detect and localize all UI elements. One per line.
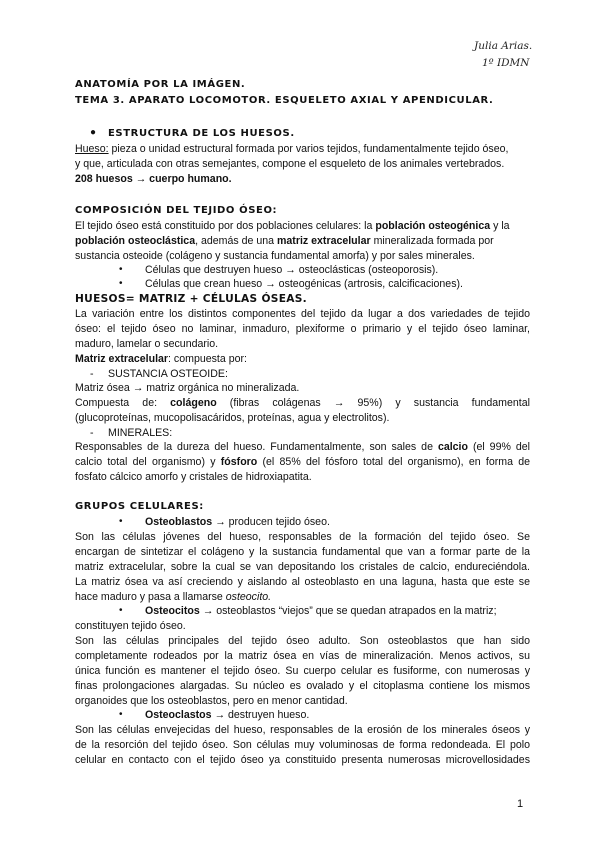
paragraph-line: La matriz ósea va así creciendo y aislando al osteoblasto en una laguna, hasta que este se (75, 576, 530, 588)
paragraph-line: completamente rodeados por la matriz ósea en vías de mineralización. Menos activos, su (75, 650, 530, 662)
paragraph-line: población osteoclástica, además de una matriz extracelular mineralizada formada por (75, 235, 494, 247)
dash-marker: - (90, 368, 94, 380)
bullet-dot: • (119, 278, 123, 289)
paragraph-line: sustancia osteoide (colágeno y sustancia fundamental amorfa) y por sales minerales. (75, 250, 475, 262)
paragraph-line: única función es mantener el tejido óseo. Su cuerpo celular es fusiforme, con numerosas y (75, 665, 530, 677)
paragraph-line: hace maduro y pasa a llamarse osteocito. (75, 591, 272, 603)
paragraph-line: organoides que los osteoblastos, pero en menor cantidad. (75, 695, 348, 707)
paragraph-line: constituyen tejido óseo. (75, 620, 186, 632)
bullet-item: Células que destruyen hueso → osteoclásticas (osteoporosis). (145, 264, 439, 276)
course-label: 1º IDMN (482, 57, 530, 69)
paragraph-line: Matriz ósea → matriz orgánica no mineralizada. (75, 382, 300, 394)
sub-heading-osteoide: SUSTANCIA OSTEOIDE: (108, 368, 228, 380)
paragraph-line: calcio total del organismo) y fósforo (el 85% del fósforo total del organismo), en forma de (75, 456, 530, 468)
section-heading-grupos: GRUPOS CELULARES: (75, 501, 204, 512)
formula-line: HUESOS= MATRIZ + CÉLULAS ÓSEAS. (75, 293, 307, 305)
bullet-dot: ● (90, 127, 97, 138)
bullet-dot: • (119, 516, 123, 527)
paragraph-line: Son las células envejecidas del hueso, responsables de la erosión de los minerales óseos y (75, 724, 530, 736)
doc-title: ANATOMÍA POR LA IMÁGEN. (75, 79, 246, 90)
cell-type-osteoblastos: Osteoblastos → producen tejido óseo. (145, 516, 330, 528)
bone-count: 208 huesos → cuerpo humano. (75, 173, 232, 185)
paragraph-line: Compuesta de: colágeno (fibras colágenas → 95%) y sustancia fundamental (75, 397, 530, 409)
paragraph-line: maduro, lamelar o secundario. (75, 338, 219, 350)
section-heading-composicion: COMPOSICIÓN DEL TEJIDO ÓSEO: (75, 205, 278, 216)
paragraph-line: finas prolongaciones alargadas. Su núcleo es ovalado y el citoplasma contiene los mismos (75, 680, 530, 692)
paragraph-line: celular en contacto con el tejido óseo ya constituido presenta numerosas microvellosidades (75, 754, 530, 766)
paragraph-line: El tejido óseo está constituido por dos poblaciones celulares: la población osteogénica y la (75, 220, 510, 232)
paragraph-line: de la resorción del tejido óseo. Son células muy voluminosas de forma redondeada. El polo (75, 739, 530, 751)
bullet-dot: • (119, 264, 123, 275)
paragraph-line: Son las células principales del tejido óseo adulto. Son osteoblastos que han sido (75, 635, 530, 647)
paragraph-line: Son las células jóvenes del hueso, responsables de la formación del tejido óseo. Se (75, 531, 530, 543)
page-number: 1 (517, 798, 524, 810)
paragraph-line: (glucoproteínas, mucopolisacáridos, proteínas, agua y electrolitos). (75, 412, 390, 424)
bullet-item: Células que crean hueso → osteogénicas (artrosis, calcificaciones). (145, 278, 463, 290)
paragraph-line: Responsables de la dureza del hueso. Fundamentalmente, son sales de calcio (el 99% del (75, 441, 530, 453)
section-heading-estructura: ESTRUCTURA DE LOS HUESOS. (108, 128, 295, 139)
matriz-label: Matriz extracelular: compuesta por: (75, 353, 247, 365)
bullet-dot: • (119, 709, 123, 720)
paragraph-line: La variación entre los distintos componentes del tejido da lugar a dos variedades de tejido (75, 308, 530, 320)
sub-heading-minerales: MINERALES: (108, 427, 173, 439)
paragraph-line: óseo: el tejido óseo no laminar, inmaduro, plexiforme o primario y el tejido óseo laminar, (75, 323, 530, 335)
author-name: Julia Arias. (474, 40, 533, 52)
bullet-dot: • (119, 605, 123, 616)
doc-subtitle: TEMA 3. APARATO LOCOMOTOR. ESQUELETO AXIAL Y APENDICULAR. (75, 95, 494, 106)
hueso-definition-line1: Hueso: pieza o unidad estructural formada por varios tejidos, fundamentalmente tejido óseo, (75, 143, 509, 155)
cell-type-osteocitos: Osteocitos → osteoblastos “viejos” que se quedan atrapados en la matriz; (145, 605, 497, 617)
cell-type-osteoclastos: Osteoclastos → destruyen hueso. (145, 709, 310, 721)
hueso-definition-line2: y que, articulada con otras semejantes, compone el esqueleto de los animales vertebrados. (75, 158, 505, 170)
paragraph-line: encargan de sintetizar el colágeno y la sustancia fundamental que van a formar parte de la (75, 546, 530, 558)
dash-marker: - (90, 427, 94, 439)
paragraph-line: fosfato cálcico amorfo y cristales de hidroxiapatita. (75, 471, 312, 483)
paragraph-line: matriz extracelular, sobre la cual se van depositando los cristales de calcio, endureciéndola. (75, 561, 530, 573)
